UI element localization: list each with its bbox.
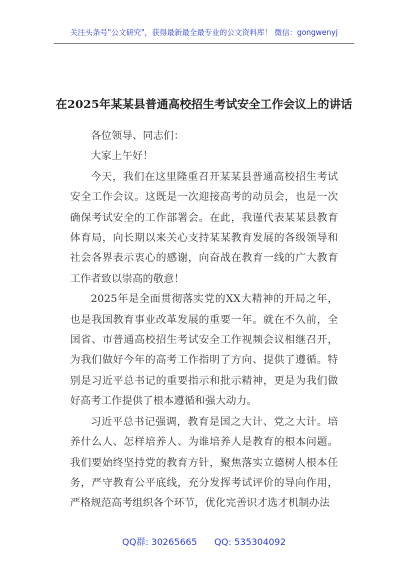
document-body: [70, 126, 338, 514]
salutation: 各位领导、同志们：: [90, 130, 185, 142]
header-banner: 关注头条号"公文研究"，获得最新最全最专业的公文资料库！ 微信：gongwenyj: [70, 28, 338, 37]
body-paragraph: 习近平总书记强调，教育是国之大计、党之大计。培养什么人、怎样培养人、为谁培养人是教育的根本问题。我们要始终坚持党的教育方针，聚焦落实立德树人根本任务，严守教育公平底线，充分发挥考试评价的导向作用，严格规范高考组织各个环节，优化完善识才选才机制办法: [70, 415, 338, 510]
document-title: 在2025年某某县普通高校招生考试安全工作会议上的讲话: [55, 97, 353, 111]
footer-contact: QQ群: 30265665 QQ: 535304092: [122, 538, 286, 548]
header-divider: [54, 43, 354, 44]
greeting: 大家上午好！: [90, 150, 154, 163]
body-paragraph: 2025年是全面贯彻落实党的XX大精神的开局之年，也是我国教育事业改革发展的重要一年。就在不久前，全国省、市普通高校招生考试安全工作视频会议相继召开，为我们做好今年的高考工作指明了方向、提供了遵循。特别是习近平总书记的重要指示和批示精神，更是为我们做好高考工作提供了根本遵循和强大动力。: [70, 293, 338, 408]
body-paragraph: 今天，我们在这里隆重召开某某县普通高校招生考试安全工作会议。这既是一次迎接高考的动员会，也是一次确保考试安全的工作部署会。在此，我谨代表某某县教育体育局，向长期以来关心支持某某教育发展的各级领导和社会各界表示衷心的感谢，向奋战在教育一线的广大教育工作者致以崇高的敬意！: [70, 170, 338, 285]
